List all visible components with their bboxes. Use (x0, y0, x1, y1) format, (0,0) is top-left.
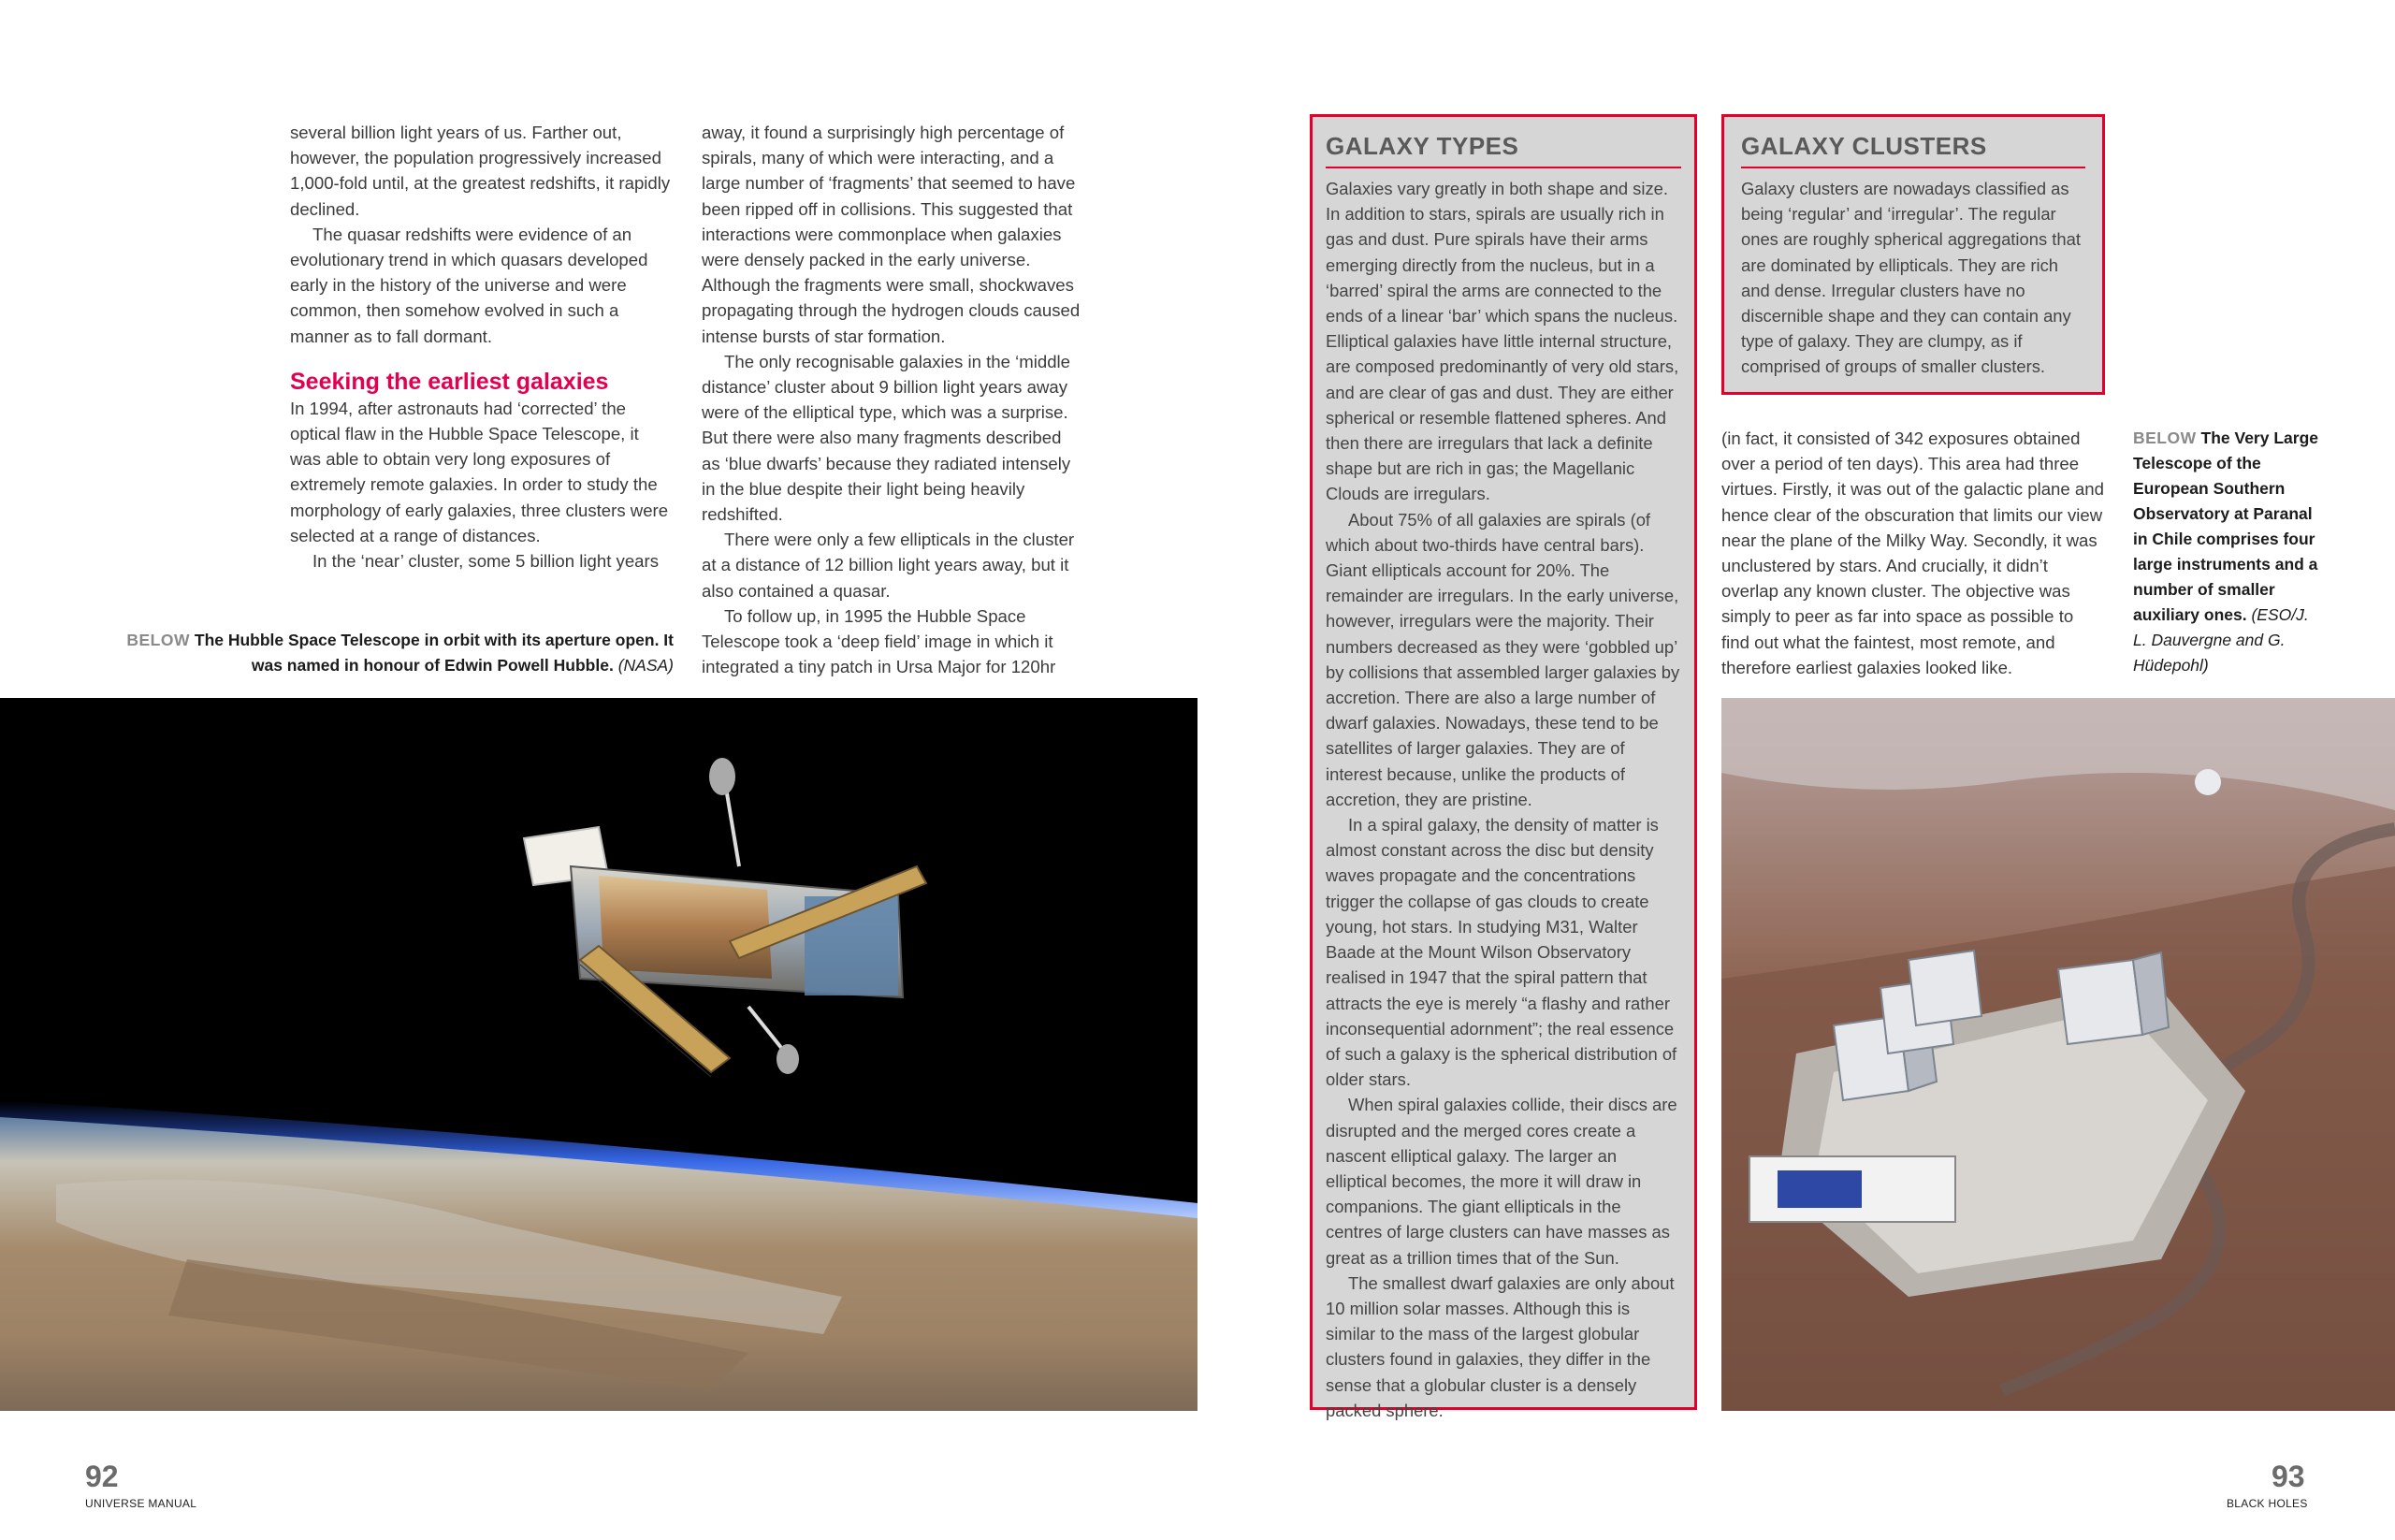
distant-observatory (2195, 769, 2221, 795)
paragraph: Galaxies vary greatly in both shape and size. In addition to stars, spirals are usually rich in gas and dust. Pure spirals have their arms emerging directly from the nucleus, but in a ‘barred’ spiral the arms are connected to the ends of a linear ‘bar’ which spans the nucleus. Elliptical galaxies have little internal structure, are composed predominantly of very old stars, and are clear of gas and dust. They are either spherical or resemble flattened spheres. And then there are irregulars that lack a definite shape but are rich in gas; the Magellanic Clouds are irregulars. (1326, 179, 1679, 504)
caption-credit: (ESO/J. L. Dauvergne and G. Hüdepohl) (2133, 605, 2309, 675)
hubble-caption (94, 628, 674, 678)
paragraph: About 75% of all galaxies are spirals (of which about two-thirds have central bars). Giant ellipticals account for 20%. The remainder are irregulars. In the early universe, however, irregulars were the majority. Their numbers decreased as they were ‘gobbled up’ by collisions that assembled larger galaxies by accretion. There are also a large number of dwarf galaxies. Nowadays, these tend to be satellites of larger galaxies. They are of interest because, unlike the products of accretion, they are pristine. (1326, 509, 1680, 809)
box-title: GALAXY CLUSTERS (1741, 132, 2085, 168)
vlt-photo (1721, 698, 2395, 1411)
paragraph: The only recognisable galaxies in the ‘middle distance’ cluster about 9 billion light years away were of the elliptical type, which was a surprise. But there were also many fragments described as ‘blue dwarfs’ because they radiated intensely in the blue despite their light being heavily redshifted. (702, 351, 1071, 525)
caption-text: The Hubble Space Telescope in orbit with its aperture open. It was named in honour of Edwin Powell Hubble. (194, 631, 674, 675)
caption-label: BELOW (2133, 429, 2197, 447)
paragraph: several billion light years of us. Farther out, however, the population progressively increased 1,000-fold until, at the greatest redshifts, it rapidly declined. (290, 123, 671, 219)
paragraph: There were only a few ellipticals in the cluster at a distance of 12 billion light years away, but it also contained a quasar. (702, 530, 1075, 601)
paragraph: In the ‘near’ cluster, some 5 billion light years (312, 551, 659, 572)
paragraph: away, it found a surprisingly high percentage of spirals, many of which were interacting, and a large number of ‘fragments’ that seemed to have been ripped off in collisions. This suggested that interactions were commonplace when galaxies were densely packed in the early universe. Although the fragments were small, shockwaves propagating through the hydrogen clouds caused intense bursts of star formation. (702, 123, 1081, 346)
paragraph: The quasar redshifts were evidence of an evolutionary trend in which quasars developed early in the history of the universe and were common, then somehow evolved in such a manner as to fall dormant. (290, 224, 648, 346)
page-number-left: 92 (85, 1460, 119, 1493)
paragraph: In a spiral galaxy, the density of matter is almost constant across the disc but density waves propagate and the concentrations trigger the collapse of gas clouds to create young, hot stars. In studying M31, Walter Baade at the Mount Wilson Observatory realised in 1947 that the spiral pattern that attracts the eye is merely “a flashy and rather inconsequential adornment”; the real essence of such a galaxy is the spherical distribution of older stars. (1326, 815, 1677, 1090)
box-text (1741, 176, 2085, 380)
caption-text: The Very Large Telescope of the European Southern Observatory at Paranal in Chile comprises four large instruments and a number of smaller auxiliary ones. (2133, 429, 2318, 624)
right-column-3 (1721, 426, 2105, 680)
galaxy-types-box (1310, 114, 1697, 1420)
footer-right: BLACK HOLES (2227, 1497, 2308, 1510)
hubble-illustration (0, 698, 1198, 1411)
box-title: GALAXY TYPES (1326, 132, 1681, 168)
vlt-illustration (1721, 698, 2395, 1411)
galaxy-clusters-box (1721, 114, 2105, 395)
left-column-2 (702, 120, 1083, 679)
paragraph: Galaxy clusters are nowadays classified as being ‘regular’ and ‘irregular’. The regular ones are roughly spherical aggregations that are dominated by ellipticals. They are rich and dense. Irregular clusters have no discernible shape and they can contain any type of galaxy. They are clumpy, as if comprised of groups of smaller clusters. (1741, 179, 2081, 377)
paragraph: The smallest dwarf galaxies are only about 10 million solar masses. Although this is similar to the mass of the largest globular clusters found in galaxies, they differ in the sense that a globular cluster is a densely packed sphere. (1326, 1272, 1675, 1420)
paragraph: (in fact, it consisted of 342 exposures obtained over a period of ten days). This area had three virtues. Firstly, it was out of the galactic plane and hence clear of the obscuration that limits our view near the plane of the Milky Way. Secondly, it was unclustered by stars. And crucially, it didn’t overlap any known cluster. The objective was simply to peer as far into space as possible to find out what the faintest, most remote, and therefore earliest galaxies looked like. (1721, 429, 2104, 677)
left-column-1 (290, 120, 674, 574)
page-number-right: 93 (2272, 1460, 2305, 1493)
caption-credit: (NASA) (617, 656, 674, 675)
caption-label: BELOW (126, 631, 190, 649)
footer-left: UNIVERSE MANUAL (85, 1497, 197, 1510)
box-text (1326, 176, 1681, 1423)
section-heading: Seeking the earliest galaxies (290, 368, 609, 395)
hubble-photo (0, 698, 1198, 1411)
paragraph: To follow up, in 1995 the Hubble Space Telescope took a ‘deep field’ image in which it integrated a tiny patch in Ursa Major for 120hr (702, 605, 1056, 677)
paragraph: In 1994, after astronauts had ‘corrected’ the optical flaw in the Hubble Space Telescope, it was able to obtain very long exposures of extremely remote galaxies. In order to study the morphology of early galaxies, three clusters were selected at a range of distances. (290, 398, 669, 545)
paragraph: When spiral galaxies collide, their discs are disrupted and the merged cores create a nascent elliptical galaxy. The larger an elliptical becomes, the more it will draw in companions. The giant ellipticals in the centres of large clusters can have masses as great as a trillion times that of the Sun. (1326, 1095, 1677, 1268)
vlt-caption (2133, 426, 2320, 678)
